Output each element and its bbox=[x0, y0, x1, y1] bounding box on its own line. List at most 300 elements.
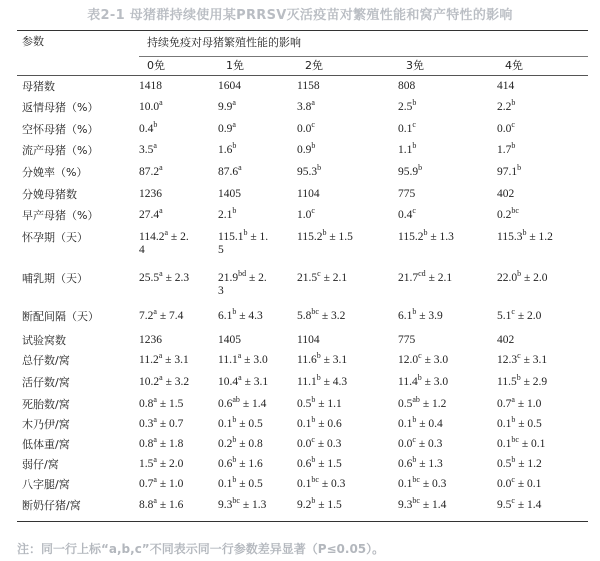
table-cell bbox=[218, 415, 263, 431]
table-cell bbox=[139, 435, 184, 451]
cell-value: 11.5 bbox=[497, 376, 517, 388]
cell-value: 25.5 bbox=[139, 272, 160, 284]
cell-value: 12.3 bbox=[497, 354, 518, 366]
cell-value: 0.1 bbox=[297, 478, 312, 490]
row-label: 活仔数/窝 bbox=[22, 376, 70, 389]
cell-sd: ± 1.5 bbox=[156, 398, 184, 410]
significance-superscript: b bbox=[243, 228, 248, 237]
table-title: 表2-1 母猪群持续使用某PRRSV灭活疫苗对繁殖性能和窝产特性的影响 bbox=[87, 8, 513, 23]
significance-superscript: b bbox=[311, 141, 316, 150]
table-cell bbox=[398, 455, 443, 471]
cell-sd: ± 1.0 bbox=[514, 398, 542, 410]
significance-superscript: a bbox=[159, 269, 163, 278]
row-label: 怀孕期（天） bbox=[22, 231, 88, 244]
table-cell bbox=[297, 163, 322, 179]
significance-superscript: b bbox=[311, 415, 316, 424]
table-cell bbox=[297, 475, 346, 491]
cell-sd: ± 0.8 bbox=[236, 438, 263, 450]
cell-value: 1405 bbox=[218, 188, 241, 200]
table-cell bbox=[297, 455, 342, 471]
significance-superscript: b bbox=[232, 455, 237, 464]
cell-value: 0.7 bbox=[139, 478, 154, 490]
significance-superscript: c bbox=[412, 120, 416, 129]
cell-sd: ± 4.3 bbox=[236, 310, 263, 322]
cell-sd: ± 1.0 bbox=[156, 478, 184, 490]
table-cell bbox=[139, 163, 163, 179]
table-top-rule bbox=[17, 30, 588, 31]
table-cell bbox=[398, 351, 449, 367]
cell-value: 0.1 bbox=[398, 418, 413, 430]
significance-superscript: b bbox=[517, 269, 522, 278]
row-label: 母猪数 bbox=[22, 80, 55, 93]
significance-superscript: a bbox=[153, 455, 157, 464]
table-cell bbox=[139, 334, 162, 347]
significance-superscript: b bbox=[516, 373, 521, 382]
table-cell bbox=[497, 141, 516, 157]
significance-superscript: a bbox=[237, 351, 242, 360]
significance-superscript: a bbox=[159, 206, 163, 215]
significance-superscript: a bbox=[153, 475, 157, 484]
significance-superscript: b bbox=[316, 351, 321, 360]
cell-sd: ± 0.7 bbox=[156, 418, 184, 430]
cell-value: 808 bbox=[398, 80, 416, 92]
cell-sd: ± 1.3 bbox=[416, 458, 443, 470]
table-cell bbox=[497, 351, 548, 367]
table-cell bbox=[398, 163, 423, 179]
table-cell bbox=[398, 188, 415, 201]
table-cell bbox=[218, 351, 268, 367]
significance-superscript: b bbox=[412, 98, 417, 107]
significance-superscript: bc bbox=[412, 475, 420, 484]
cell-value: 0.0 bbox=[497, 123, 512, 135]
cell-sd: ± 3.0 bbox=[421, 376, 449, 388]
cell-sd: ± 2.0 bbox=[156, 458, 184, 470]
significance-superscript: bc bbox=[311, 307, 319, 316]
table-cell bbox=[398, 120, 416, 136]
cell-value: 7.2 bbox=[139, 310, 154, 322]
significance-superscript: c bbox=[511, 307, 515, 316]
table-cell bbox=[218, 395, 267, 411]
row-label: 哺乳期（天） bbox=[22, 272, 88, 285]
significance-superscript: b bbox=[316, 373, 321, 382]
significance-superscript: bd bbox=[238, 269, 247, 278]
cell-value: 1.6 bbox=[218, 144, 233, 156]
table-cell bbox=[297, 120, 315, 136]
col-header-4: 4免 bbox=[505, 59, 523, 72]
table-cell bbox=[497, 80, 514, 93]
table-cell bbox=[497, 163, 522, 179]
cell-sd: ± 3.0 bbox=[241, 354, 268, 366]
significance-superscript: a bbox=[153, 435, 157, 444]
significance-superscript: a bbox=[153, 141, 157, 150]
table-cell bbox=[218, 163, 242, 179]
table-cell bbox=[297, 80, 320, 93]
table-bottom-rule bbox=[17, 521, 588, 522]
cell-value: 0.6 bbox=[297, 458, 312, 470]
significance-superscript: b bbox=[232, 435, 237, 444]
cell-value: 0.4 bbox=[398, 209, 413, 221]
cell-sd: ± 1.2 bbox=[515, 458, 542, 470]
cell-value: 87.6 bbox=[218, 166, 239, 178]
cell-value: 0.6 bbox=[218, 458, 233, 470]
table-cell bbox=[218, 373, 269, 389]
table-cell bbox=[398, 435, 443, 451]
cell-sd: ± 1.1 bbox=[315, 398, 342, 410]
table-cell bbox=[139, 141, 157, 157]
significance-superscript: b bbox=[511, 141, 516, 150]
cell-value: 0.9 bbox=[218, 123, 233, 135]
significance-superscript: bc bbox=[232, 496, 240, 505]
cell-wrap: 5 bbox=[218, 244, 224, 256]
cell-wrap: 3 bbox=[218, 285, 224, 297]
significance-superscript: a bbox=[159, 98, 163, 107]
cell-value: 0.1 bbox=[497, 418, 512, 430]
table-cell bbox=[398, 373, 449, 389]
table-cell bbox=[297, 415, 342, 431]
cell-sd: ± 3.2 bbox=[318, 310, 346, 322]
significance-superscript: b bbox=[311, 496, 316, 505]
table-cell bbox=[297, 98, 315, 114]
cell-value: 0.8 bbox=[139, 438, 154, 450]
cell-value: 775 bbox=[398, 334, 416, 346]
cell-value: 10.2 bbox=[139, 376, 160, 388]
cell-sd: ± 7.4 bbox=[156, 310, 184, 322]
cell-value: 3.5 bbox=[139, 144, 154, 156]
cell-sd: ± 0.1 bbox=[514, 478, 542, 490]
table-cell bbox=[139, 496, 184, 512]
cell-value: 1236 bbox=[139, 334, 162, 346]
significance-superscript: bc bbox=[511, 206, 519, 215]
table-cell bbox=[139, 269, 190, 285]
cell-value: 0.1 bbox=[218, 478, 233, 490]
cell-sd: ± 3.1 bbox=[520, 354, 548, 366]
cell-value: 414 bbox=[497, 80, 515, 92]
cell-value: 0.1 bbox=[297, 418, 312, 430]
table-cell bbox=[497, 373, 548, 389]
row-label: 总仔数/窝 bbox=[22, 354, 70, 367]
table-cell bbox=[497, 228, 553, 244]
significance-superscript: cd bbox=[418, 269, 426, 278]
table-cell bbox=[297, 188, 320, 201]
cell-value: 9.2 bbox=[297, 499, 312, 511]
cell-value: 0.1 bbox=[497, 438, 512, 450]
cell-value: 115.2 bbox=[398, 231, 424, 243]
cell-value: 11.4 bbox=[398, 376, 418, 388]
cell-value: 0.6 bbox=[398, 458, 413, 470]
cell-value: 775 bbox=[398, 188, 416, 200]
cell-value: 2.1 bbox=[218, 209, 233, 221]
significance-superscript: b bbox=[423, 228, 428, 237]
group-header: 持续免疫对母猪繁殖性能的影响 bbox=[147, 36, 301, 49]
significance-superscript: b bbox=[412, 455, 417, 464]
table-cell bbox=[497, 496, 542, 512]
table-cell bbox=[297, 269, 348, 285]
cell-value: 11.6 bbox=[297, 354, 317, 366]
significance-superscript: b bbox=[311, 395, 316, 404]
significance-superscript: a bbox=[164, 228, 169, 237]
cell-sd: ± 1.5 bbox=[315, 458, 342, 470]
significance-superscript: b bbox=[417, 373, 422, 382]
cell-sd: ± 1. bbox=[247, 231, 269, 243]
cell-value: 0.7 bbox=[497, 398, 512, 410]
col-header-2: 2免 bbox=[305, 59, 323, 72]
table-cell bbox=[139, 120, 158, 136]
significance-superscript: b bbox=[511, 455, 516, 464]
cell-value: 21.5 bbox=[297, 272, 318, 284]
table-cell bbox=[297, 307, 346, 323]
cell-value: 1104 bbox=[297, 188, 320, 200]
col-header-3: 3免 bbox=[406, 59, 424, 72]
table-cell bbox=[398, 415, 443, 431]
cell-value: 11.2 bbox=[139, 354, 159, 366]
cell-sd: ± 2.1 bbox=[320, 272, 348, 284]
table-cell bbox=[139, 188, 162, 201]
cell-sd: ± 1.5 bbox=[326, 231, 353, 243]
cell-value: 10.4 bbox=[218, 376, 239, 388]
table-cell bbox=[139, 395, 184, 411]
cell-sd: ± 0.4 bbox=[416, 418, 443, 430]
significance-superscript: b bbox=[232, 206, 237, 215]
row-label: 分娩率（%） bbox=[22, 166, 88, 179]
cell-value: 115.3 bbox=[497, 231, 523, 243]
significance-superscript: c bbox=[511, 496, 515, 505]
cell-value: 12.0 bbox=[398, 354, 419, 366]
cell-sd: ± 1.3 bbox=[427, 231, 454, 243]
cell-value: 87.2 bbox=[139, 166, 160, 178]
cell-sd: ± 3.1 bbox=[162, 354, 189, 366]
cell-value: 1604 bbox=[218, 80, 241, 92]
table-cell bbox=[497, 435, 546, 451]
table-cell bbox=[139, 475, 184, 491]
header-bottom-rule bbox=[17, 75, 588, 76]
cell-value: 9.3 bbox=[218, 499, 233, 511]
cell-sd: ± 3.0 bbox=[421, 354, 449, 366]
table-cell bbox=[398, 98, 417, 114]
table-cell bbox=[398, 228, 454, 244]
significance-superscript: c bbox=[317, 269, 321, 278]
significance-superscript: a bbox=[153, 415, 157, 424]
table-cell bbox=[398, 141, 417, 157]
significance-superscript: c bbox=[517, 351, 521, 360]
cell-value: 5.8 bbox=[297, 310, 312, 322]
cell-value: 0.1 bbox=[398, 478, 413, 490]
table-cell bbox=[218, 334, 241, 347]
row-label: 空怀母猪（%） bbox=[22, 123, 99, 136]
cell-sd: ± 0.5 bbox=[236, 418, 263, 430]
table-cell bbox=[139, 206, 163, 222]
cell-value: 6.1 bbox=[398, 310, 413, 322]
row-label: 死胎数/窝 bbox=[22, 398, 70, 411]
table-cell bbox=[297, 228, 353, 244]
significance-superscript: c bbox=[311, 435, 315, 444]
table-cell bbox=[297, 435, 342, 451]
cell-sd: ± 2.9 bbox=[520, 376, 548, 388]
cell-value: 22.0 bbox=[497, 272, 518, 284]
cell-value: 0.6 bbox=[218, 398, 233, 410]
significance-superscript: b bbox=[412, 307, 417, 316]
cell-value: 9.3 bbox=[398, 499, 413, 511]
col-header-1: 1免 bbox=[226, 59, 244, 72]
table-cell bbox=[497, 269, 548, 285]
cell-value: 9.9 bbox=[218, 101, 233, 113]
significance-superscript: b bbox=[418, 163, 423, 172]
significance-superscript: ab bbox=[232, 395, 240, 404]
significance-superscript: bc bbox=[412, 496, 420, 505]
cell-sd: ± 1.6 bbox=[156, 499, 184, 511]
table-cell bbox=[398, 307, 443, 323]
significance-superscript: a bbox=[511, 395, 515, 404]
significance-superscript: a bbox=[153, 496, 157, 505]
significance-superscript: c bbox=[412, 435, 416, 444]
significance-superscript: a bbox=[153, 395, 157, 404]
table-cell bbox=[398, 80, 415, 93]
cell-value: 0.4 bbox=[139, 123, 154, 135]
cell-value: 0.0 bbox=[297, 438, 312, 450]
cell-value: 0.5 bbox=[297, 398, 312, 410]
cell-value: 114.2 bbox=[139, 231, 165, 243]
cell-sd: ± 2.3 bbox=[162, 272, 190, 284]
cell-value: 8.8 bbox=[139, 499, 154, 511]
table-cell bbox=[497, 188, 514, 201]
cell-value: 2.5 bbox=[398, 101, 413, 113]
cell-sd: ± 1.5 bbox=[315, 499, 342, 511]
row-label: 断奶仔猪/窝 bbox=[22, 499, 81, 512]
cell-value: 1.7 bbox=[497, 144, 512, 156]
cell-value: 0.3 bbox=[139, 418, 154, 430]
table-cell bbox=[218, 141, 237, 157]
row-label: 流产母猪（%） bbox=[22, 144, 99, 157]
table-cell bbox=[297, 373, 348, 389]
cell-sd: ± 0.3 bbox=[415, 438, 443, 450]
table-cell bbox=[218, 120, 236, 136]
cell-value: 1405 bbox=[218, 334, 241, 346]
cell-value: 1236 bbox=[139, 188, 162, 200]
table-cell bbox=[398, 269, 453, 285]
cell-value: 115.2 bbox=[297, 231, 323, 243]
cell-wrap: 4 bbox=[139, 244, 145, 256]
table-cell bbox=[297, 334, 320, 347]
significance-superscript: bc bbox=[511, 435, 519, 444]
cell-value: 10.0 bbox=[139, 101, 160, 113]
cell-sd: ± 1.3 bbox=[239, 499, 267, 511]
group-header-rule bbox=[139, 56, 588, 57]
significance-superscript: a bbox=[153, 307, 157, 316]
significance-superscript: b bbox=[511, 415, 516, 424]
row-label: 低体重/窝 bbox=[22, 438, 70, 451]
param-header: 参数 bbox=[22, 35, 44, 48]
cell-sd: ± 1.4 bbox=[514, 499, 542, 511]
cell-value: 2.2 bbox=[497, 101, 512, 113]
cell-sd: ± 1.8 bbox=[156, 438, 184, 450]
significance-superscript: c bbox=[418, 351, 422, 360]
cell-value: 1.0 bbox=[297, 209, 312, 221]
significance-superscript: b bbox=[232, 415, 237, 424]
table-cell bbox=[497, 98, 516, 114]
table-cell bbox=[218, 206, 237, 222]
cell-value: 11.1 bbox=[218, 354, 238, 366]
significance-superscript: b bbox=[522, 228, 527, 237]
row-label: 返情母猪（%） bbox=[22, 101, 99, 114]
cell-sd: ± 0.5 bbox=[236, 478, 263, 490]
cell-value: 0.2 bbox=[497, 209, 512, 221]
cell-value: 0.0 bbox=[497, 478, 512, 490]
cell-value: 0.0 bbox=[398, 438, 413, 450]
significance-superscript: bc bbox=[311, 475, 319, 484]
table-cell bbox=[139, 351, 189, 367]
table-cell bbox=[497, 415, 542, 431]
cell-sd: ± 3.9 bbox=[416, 310, 443, 322]
cell-sd: ± 4.3 bbox=[320, 376, 348, 388]
significance-superscript: b bbox=[317, 163, 322, 172]
table-cell bbox=[497, 206, 519, 222]
table-footnote: 注：同一行上标“a,b,c”不同表示同一行参数差异显著（P≤0.05）。 bbox=[17, 542, 385, 556]
cell-sd: ± 2.0 bbox=[521, 272, 548, 284]
table-cell bbox=[398, 206, 416, 222]
cell-value: 0.1 bbox=[398, 123, 413, 135]
cell-value: 1418 bbox=[139, 80, 162, 92]
significance-superscript: b bbox=[412, 141, 417, 150]
significance-superscript: a bbox=[238, 163, 242, 172]
cell-value: 1.5 bbox=[139, 458, 154, 470]
table-cell bbox=[398, 334, 415, 347]
table-cell bbox=[497, 395, 542, 411]
col-header-0: 0免 bbox=[147, 59, 165, 72]
table-cell bbox=[139, 415, 184, 431]
significance-superscript: c bbox=[311, 120, 315, 129]
row-label: 早产母猪（%） bbox=[22, 209, 99, 222]
table-cell bbox=[297, 496, 342, 512]
cell-sd: ± 0.1 bbox=[518, 438, 546, 450]
table-cell bbox=[218, 496, 267, 512]
significance-superscript: b bbox=[517, 163, 522, 172]
table-cell bbox=[497, 307, 542, 323]
significance-superscript: b bbox=[412, 415, 417, 424]
row-label: 断配间隔（天） bbox=[22, 310, 99, 323]
significance-superscript: a bbox=[232, 98, 236, 107]
cell-value: 5.1 bbox=[497, 310, 512, 322]
cell-sd: ± 2.0 bbox=[514, 310, 542, 322]
row-label: 试验窝数 bbox=[22, 334, 66, 347]
cell-value: 0.8 bbox=[139, 398, 154, 410]
table-cell bbox=[218, 98, 236, 114]
row-label: 八字腿/窝 bbox=[22, 478, 70, 491]
cell-sd: ± 1.2 bbox=[419, 398, 447, 410]
table-cell bbox=[297, 141, 316, 157]
cell-sd: ± 0.3 bbox=[419, 478, 447, 490]
significance-superscript: a bbox=[232, 120, 236, 129]
significance-superscript: a bbox=[238, 373, 242, 382]
cell-value: 115.1 bbox=[218, 231, 244, 243]
significance-superscript: b bbox=[511, 98, 516, 107]
cell-value: 27.4 bbox=[139, 209, 160, 221]
cell-value: 1104 bbox=[297, 334, 320, 346]
table-cell bbox=[297, 351, 348, 367]
cell-sd: ± 2. bbox=[168, 231, 189, 243]
significance-superscript: c bbox=[311, 206, 315, 215]
cell-sd: ± 3.2 bbox=[162, 376, 190, 388]
table-cell bbox=[398, 395, 447, 411]
significance-superscript: c bbox=[511, 120, 515, 129]
cell-value: 21.7 bbox=[398, 272, 419, 284]
significance-superscript: c bbox=[412, 206, 416, 215]
table-cell bbox=[218, 307, 263, 323]
cell-sd: ± 0.3 bbox=[314, 438, 342, 450]
significance-superscript: b bbox=[153, 120, 158, 129]
cell-value: 0.1 bbox=[218, 418, 233, 430]
table-cell bbox=[139, 228, 189, 257]
cell-value: 0.9 bbox=[297, 144, 312, 156]
cell-sd: ± 3.1 bbox=[320, 354, 348, 366]
